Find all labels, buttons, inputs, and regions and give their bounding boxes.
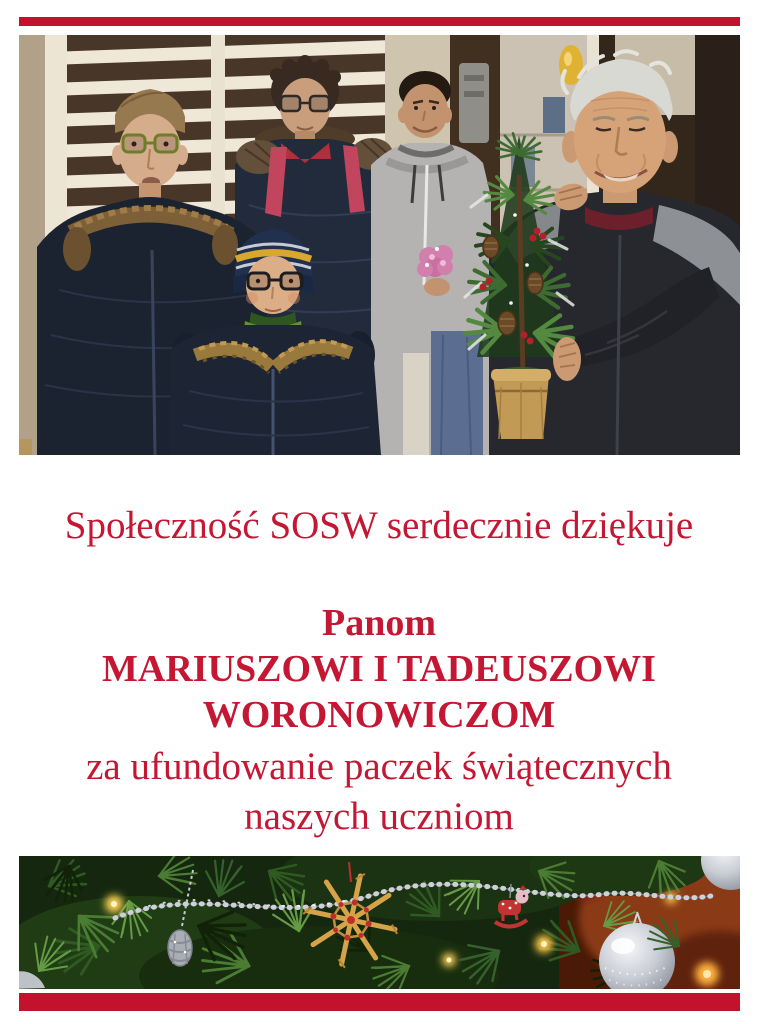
bottom-red-bar <box>19 993 740 1011</box>
thank-you-message <box>0 455 758 842</box>
honoree-names-line2: WORONOWICZOM <box>202 694 556 736</box>
reason-line1: za ufundowanie paczek świątecznych <box>86 745 672 788</box>
group-photo <box>19 35 740 455</box>
top-red-bar <box>19 17 740 26</box>
reason-line2: naszych uczniom <box>244 795 514 838</box>
christmas-strip-illustration <box>19 856 740 989</box>
honoree-names-line1: MARIUSZOWI I TADEUSZOWI <box>102 648 656 690</box>
group-photo-illustration <box>19 35 740 455</box>
jeans <box>431 331 483 455</box>
salutation: Panom <box>322 602 436 644</box>
christmas-tree-photo <box>19 856 740 989</box>
thanks-heading: Społeczność SOSW serdecznie dziękuje <box>64 504 694 547</box>
elderly-man-hand-lower <box>553 337 581 381</box>
